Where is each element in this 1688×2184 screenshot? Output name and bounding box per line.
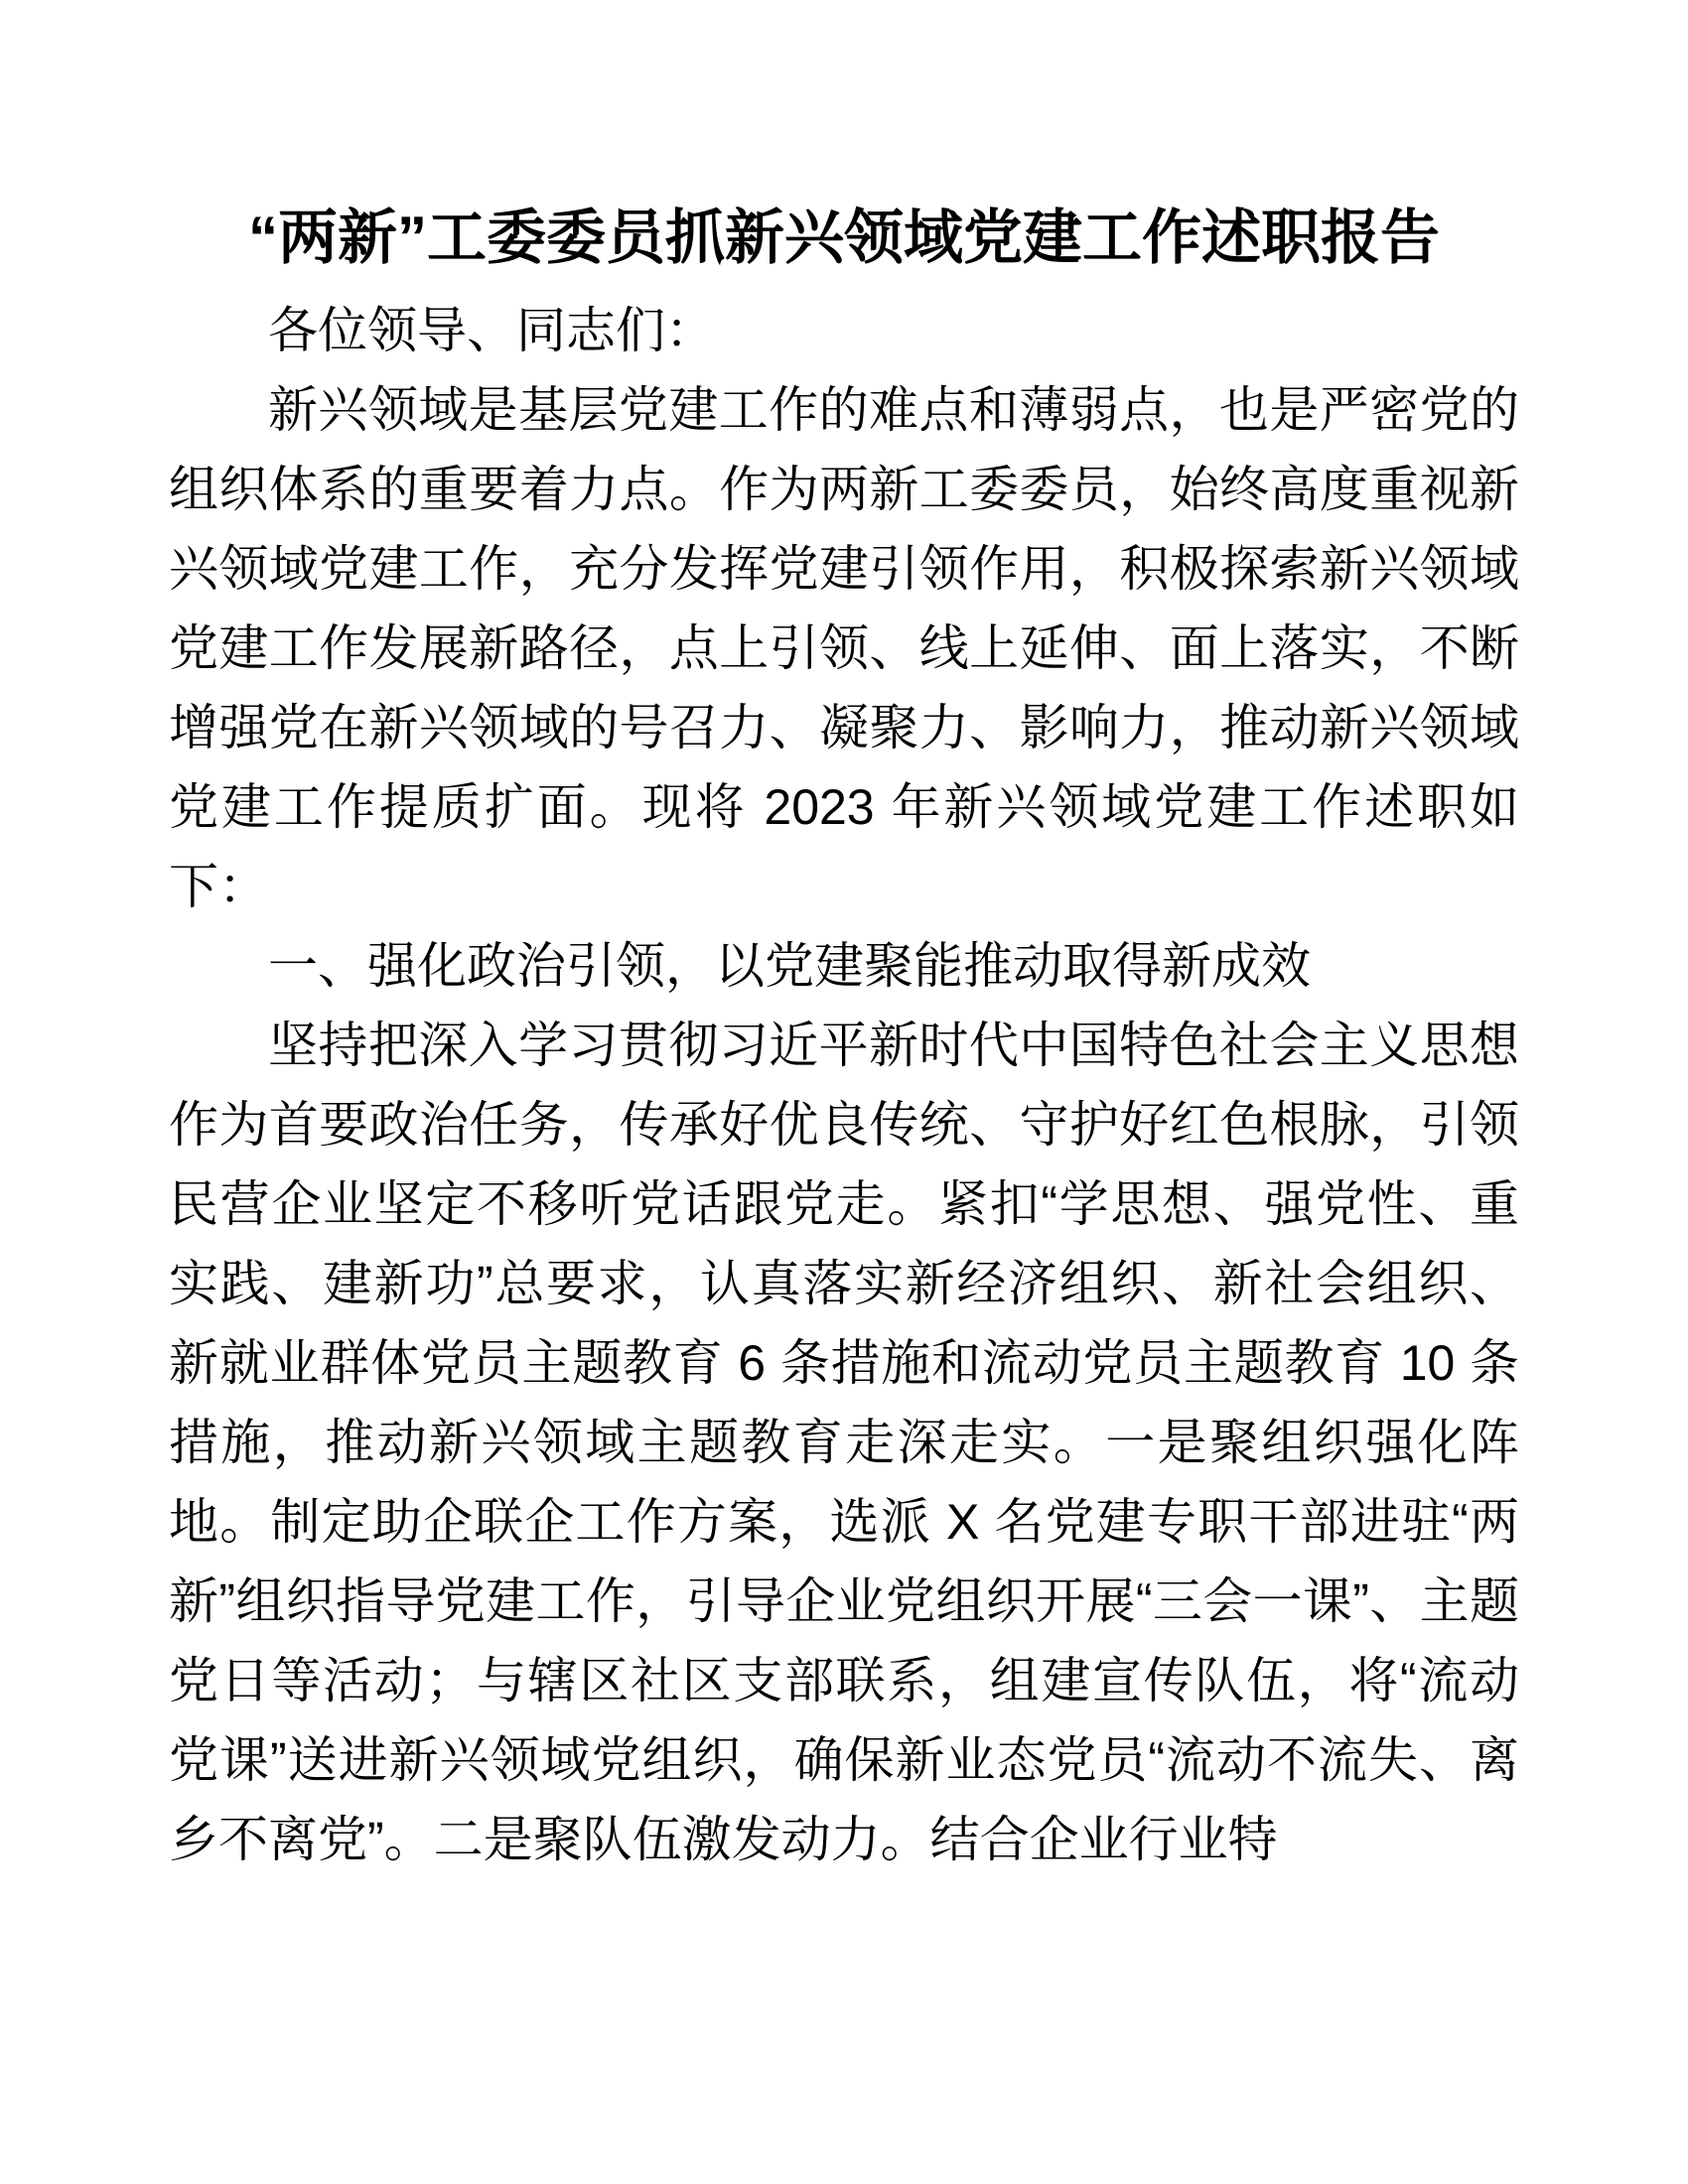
section-1-paragraph: 坚持把深入学习贯彻习近平新时代中国特色社会主义思想作为首要政治任务，传承好优良传统、守护好红色根脉，引领民营企业坚定不移听党话跟党走。紧扣“学思想、强党性、重实践、建新功”总要求，认真落实新经济组织、新社会组织、新就业群体党员主题教育 6 条措施和流动党员主题教育 10 条措施，推动新兴领域主题教育走深走实。一是聚组织强化阵地。制定助企联企工作方案，选派 X 名党建专职干部进驻“两新”组织指导党建工作，引导企业党组织开展“三会一课”、主题党日等活动；与辖区社区支部联系，组建宣传队伍，将“流动党课”送进新兴领域党组织，确保新业态党员“流动不流失、离乡不离党”。二是聚队伍激发动力。结合企业行业特: [169, 1018, 1519, 1867]
intro-paragraph: 新兴领域是基层党建工作的难点和薄弱点，也是严密党的组织体系的重要着力点。作为两新工委委员，始终高度重视新兴领域党建工作，充分发挥党建引领作用，积极探索新兴领域党建工作发展新路径，点上引领、线上延伸、面上落实，不断增强党在新兴领域的号召力、凝聚力、影响力，推动新兴领域党建工作提质扩面。现将 2023 年新兴领域党建工作述职如下：: [169, 382, 1519, 914]
document-title: “两新”工委委员抓新兴领域党建工作述职报告: [248, 205, 1440, 271]
section-heading-1: 一、强化政治引领，以党建聚能推动取得新成效: [268, 938, 1311, 994]
greeting-line: 各位领导、同志们：: [268, 303, 715, 358]
